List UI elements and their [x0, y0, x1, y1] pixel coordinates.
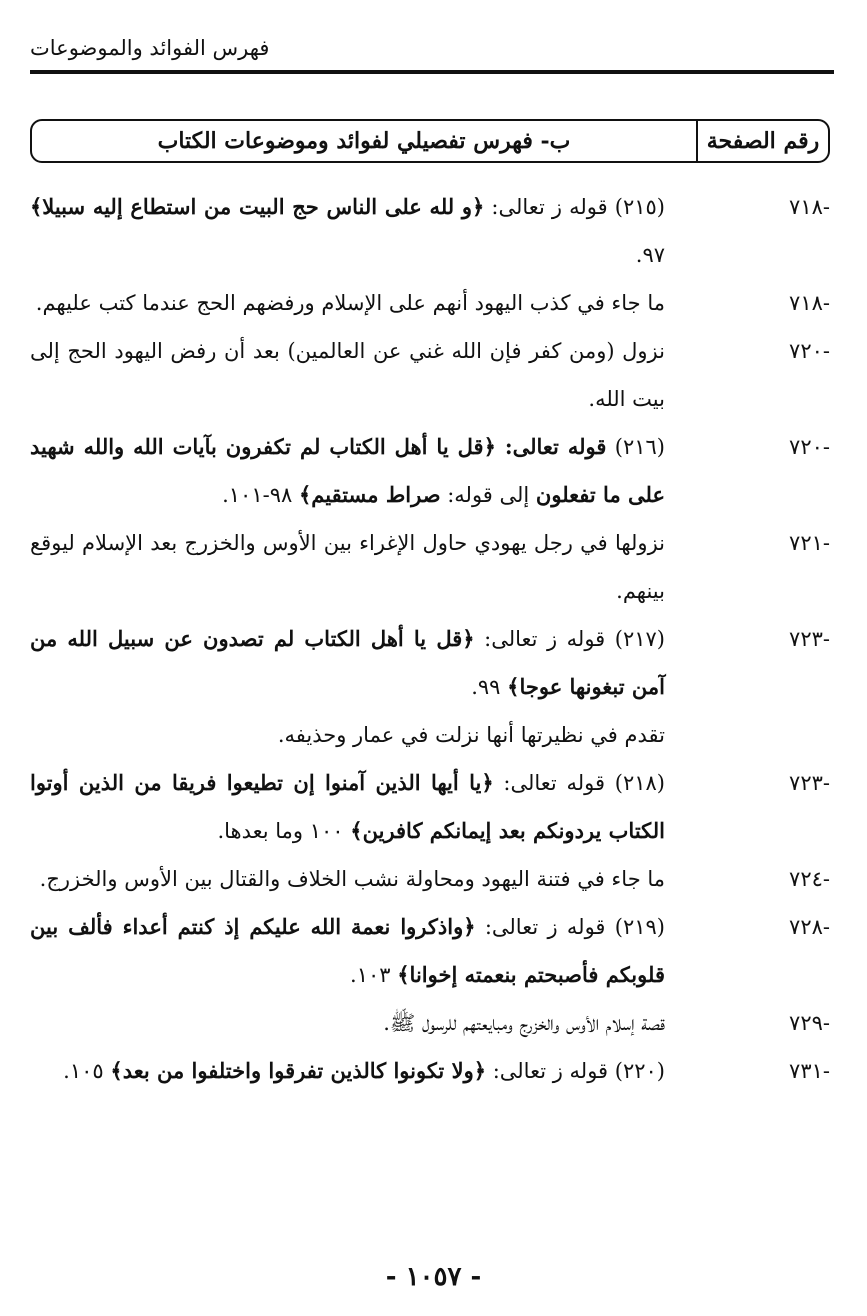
table-header: [30, 119, 830, 163]
entry-text: ما جاء في كذب اليهود أنهم على الإسلام ورفضهم الحج عندما كتب عليهم.: [35, 291, 665, 315]
entry-text: [30, 183, 665, 279]
entry-page-number: -٧٢٠: [789, 339, 830, 363]
running-header: فهرس الفوائد والموضوعات: [30, 36, 270, 60]
entry-quote: قوله تعالى: ﴿قل يا أهل الكتاب لم تكفرون بآيات الله والله شهيد على ما تفعلون: [30, 434, 665, 507]
entry-page-number: -٧٢٤: [789, 867, 830, 891]
entry-text: نزولها في رجل يهودي حاول الإغراء بين الأوس والخزرج بعد الإسلام ليوقع بينهم.: [30, 531, 665, 603]
entry-suffix: ١٠٠ وما بعدها.: [217, 819, 351, 843]
entry-page-number: -٧٢٠: [789, 435, 830, 459]
entry-text: [30, 1047, 665, 1095]
entry-quote: ﴿يا أيها الذين آمنوا إن تطيعوا فريقا من الذين أوتوا الكتاب يردونكم بعد إيمانكم كافرين﴾: [30, 770, 665, 843]
entry-page-number: -٧٢٨: [789, 915, 830, 939]
entry-page-number: -٧٢٩: [789, 1011, 830, 1035]
entry-page-number: -٧٣١: [789, 1059, 830, 1083]
entry-page-number: -٧٢٣: [789, 627, 830, 651]
index-entry: [30, 999, 830, 1047]
entry-middle: إلى قوله:: [440, 483, 536, 507]
entry-text: ما جاء في فتنة اليهود ومحاولة نشب الخلاف والقتال بين الأوس والخزرج.: [39, 867, 665, 891]
entry-suffix: ١٠٥.: [63, 1059, 111, 1083]
entry-prefix: (٢١٩) قوله ز تعالى:: [475, 915, 665, 939]
entry-prefix: (٢١٨) قوله تعالى:: [493, 771, 665, 795]
entry-quote: ﴿و لله على الناس حج البيت من استطاع إليه سبيلا﴾: [30, 194, 485, 219]
index-entry: [30, 1047, 830, 1095]
entry-page-number: -٧١٨: [789, 291, 830, 315]
index-entries: [30, 183, 830, 1095]
index-entry: [30, 519, 830, 615]
entry-text: قصة إسلام الأوس والخزرج ومبايعتهم للرسول ﷺ.: [383, 1011, 665, 1035]
entry-text: [30, 759, 665, 855]
page-column-label: رقم الصفحة: [696, 121, 828, 161]
entry-text: [30, 423, 665, 519]
index-entry: [30, 855, 830, 903]
entry-quote: ﴿واذكروا نعمة الله عليكم إذ كنتم أعداء فألف بين قلوبكم فأصبحتم بنعمته إخوانا﴾: [30, 914, 665, 987]
entry-suffix: ٩٨-١٠١.: [222, 483, 299, 507]
index-entry: [30, 903, 830, 999]
entry-quote-end: صراط مستقيم﴾: [298, 482, 441, 507]
entry-suffix: ٩٩.: [471, 675, 508, 699]
header-rule: [30, 70, 834, 74]
index-entry: [30, 279, 830, 327]
index-entry: [30, 423, 830, 519]
entry-text: [30, 615, 665, 711]
index-entry: [30, 615, 830, 711]
entry-text: نزول (ومن كفر فإن الله غني عن العالمين) بعد أن رفض اليهود الحج إلى بيت الله.: [30, 339, 665, 411]
entry-quote: ﴿قل يا أهل الكتاب لم تصدون عن سبيل الله من آمن تبغونها عوجا﴾: [30, 626, 665, 699]
entry-suffix: ١٠٣.: [350, 963, 398, 987]
entry-page-number: -٧١٨: [789, 195, 830, 219]
page-number: - ١٠٥٧ -: [385, 1262, 482, 1292]
topic-column-label: ب- فهرس تفصيلي لفوائد وموضوعات الكتاب: [157, 128, 571, 154]
entry-text: تقدم في نظيرتها أنها نزلت في عمار وحذيفه.: [277, 723, 665, 747]
index-entry: [30, 183, 830, 279]
entry-text: [30, 903, 665, 999]
index-entry: [30, 759, 830, 855]
entry-prefix: (٢١٧) قوله ز تعالى:: [474, 627, 665, 651]
entry-suffix: ٩٧.: [635, 243, 665, 267]
entry-prefix: (٢١٦): [606, 435, 665, 459]
entry-page-number: -٧٢٣: [789, 771, 830, 795]
index-entry: [30, 327, 830, 423]
entry-page-number: -٧٢١: [789, 531, 830, 555]
index-entry: [30, 711, 830, 759]
entry-quote: ﴿ولا تكونوا كالذين تفرقوا واختلفوا من بعد﴾: [110, 1058, 487, 1083]
entry-prefix: (٢١٥) قوله ز تعالى:: [484, 195, 665, 219]
entry-prefix: (٢٢٠) قوله ز تعالى:: [486, 1059, 665, 1083]
